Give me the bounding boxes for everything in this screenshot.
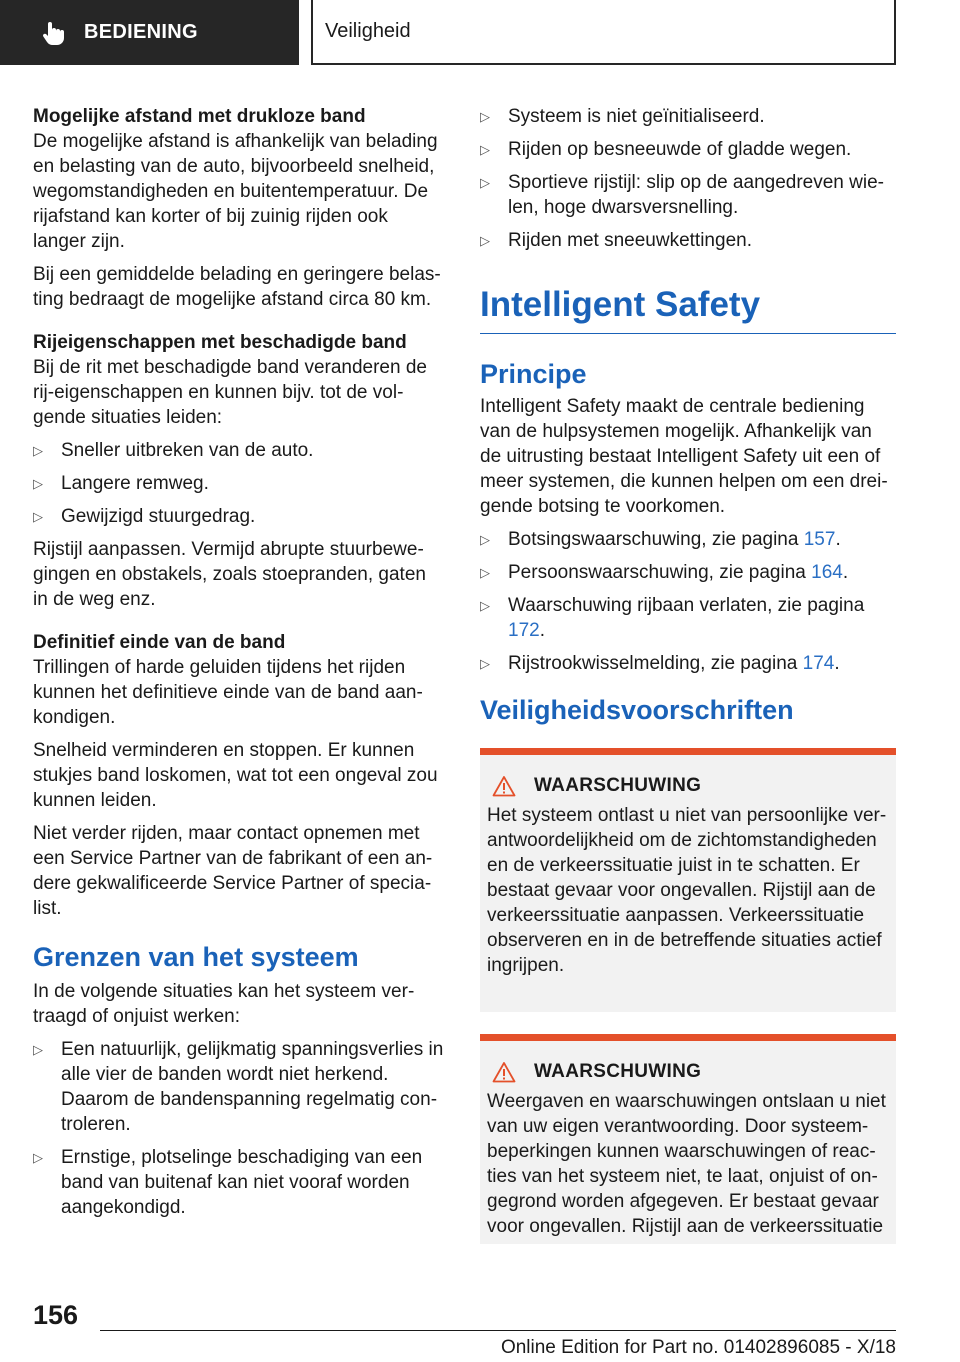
triangle-bullet-icon: ▷ xyxy=(480,565,490,580)
paragraph: Bij de rit met beschadigde band veranderen de rij-eigenschappen en kunnen bijv. tot de volgende situaties leiden: xyxy=(33,357,427,428)
triangle-bullet-icon: ▷ xyxy=(33,1150,43,1165)
list-item: ▷ Persoonswaarschuwing, zie pagina 164. xyxy=(480,562,849,583)
list-item: ▷ Sneller uitbreken van de auto. xyxy=(33,440,314,461)
warning-title: WAARSCHUWING xyxy=(487,775,888,797)
section-tab xyxy=(0,0,299,65)
heading-rijeigenschappen: Rijeigenschappen met beschadigde band xyxy=(33,332,407,353)
list-item: ▷ Ernstige, plotselinge beschadiging van een band van buitenaf kan niet vooraf worden aangekondigd. xyxy=(33,1147,423,1218)
heading-principe: Principe xyxy=(480,359,587,389)
triangle-bullet-icon: ▷ xyxy=(33,443,43,458)
warning-triangle-icon xyxy=(492,775,516,797)
triangle-bullet-icon: ▷ xyxy=(480,532,490,547)
heading-intelligent-safety: Intelligent Safety xyxy=(480,283,896,334)
triangle-bullet-icon: ▷ xyxy=(480,598,490,613)
list-item: ▷ Langere remweg. xyxy=(33,473,209,494)
warning-box xyxy=(480,1034,896,1244)
list-references xyxy=(480,527,896,676)
triangle-bullet-icon: ▷ xyxy=(480,656,490,671)
triangle-bullet-icon: ▷ xyxy=(33,476,43,491)
heading-grenzen: Grenzen van het systeem xyxy=(33,942,359,972)
heading-afstand: Mogelijke afstand met drukloze band xyxy=(33,106,366,127)
chapter-tab xyxy=(311,0,896,65)
triangle-bullet-icon: ▷ xyxy=(33,1042,43,1057)
warning-text: Weergaven en waarschuwingen ontslaan u niet van uw eigen verantwoording. Door systeembeperkingen kunnen waarschuwingen of reacties van het systeem niet, te laat, onjuist of ongegrond worden afgegeven. Er bestaat gevaar voor ongevallen. Rijstijl aan de verkeerssituatie xyxy=(487,1091,886,1237)
paragraph: Snelheid verminderen en stoppen. Er kunnen stukjes band loskomen, wat tot een ongeval zou kunnen leiden. xyxy=(33,740,438,811)
paragraph: De mogelijke afstand is afhankelijk van belading en belasting van de auto, bijvoorbeeld snelheid, wegomstandigheden en buitentemperatuur. De rijafstand kan korter of bij zuinig rijden ook langer zijn. xyxy=(33,131,438,252)
section-label: BEDIENING xyxy=(84,21,198,43)
paragraph: Rijstijl aanpassen. Vermijd abrupte stuurbewegingen en obstakels, zoals stoepranden, gaten in de weg enz. xyxy=(33,539,426,610)
warning-box xyxy=(480,748,896,1012)
paragraph: In de volgende situaties kan het systeem vertraagd of onjuist werken: xyxy=(33,981,415,1027)
page-link[interactable]: 157 xyxy=(803,529,836,550)
page-link[interactable]: 174 xyxy=(802,653,835,674)
list-grenzen-vervolg xyxy=(480,104,896,253)
triangle-bullet-icon: ▷ xyxy=(480,175,490,190)
list-item: ▷ Gewijzigd stuurgedrag. xyxy=(33,506,256,527)
footer-divider xyxy=(100,1330,896,1331)
page-link[interactable]: 172 xyxy=(508,620,540,641)
edition-note: Online Edition for Part no. 01402896085 - X/18 xyxy=(500,1337,896,1358)
chapter-label: Veiligheid xyxy=(325,20,411,42)
hand-pointer-icon xyxy=(40,20,66,46)
list-item: ▷ Een natuurlijk, gelijkmatig spanningsverlies in alle vier de banden wordt niet herkend. Daarom de bandenspanning regelmatig controleren. xyxy=(33,1039,444,1135)
triangle-bullet-icon: ▷ xyxy=(480,142,490,157)
triangle-bullet-icon: ▷ xyxy=(480,233,490,248)
list-item: ▷ Botsingswaarschuwing, zie pagina 157. xyxy=(480,529,841,550)
heading-veiligheidsvoorschriften: Veiligheidsvoorschriften xyxy=(480,695,794,725)
list-item: ▷ Rijstrookwisselmelding, zie pagina 174. xyxy=(480,653,840,674)
list-item: ▷ Sportieve rijstijl: slip op de aangedreven wielen, hoge dwarsversnelling. xyxy=(480,172,884,218)
list-item: ▷ Rijden met sneeuwkettingen. xyxy=(480,230,752,251)
triangle-bullet-icon: ▷ xyxy=(480,109,490,124)
list-rijeigenschappen xyxy=(33,438,445,529)
paragraph: Bij een gemiddelde belading en geringere belasting bedraagt de mogelijke afstand circa 80 km. xyxy=(33,264,441,310)
list-item: ▷ Systeem is niet geïnitialiseerd. xyxy=(480,106,765,127)
warning-text: Het systeem ontlast u niet van persoonlijke verantwoordelijkheid om de zichtomstandigheden en de verkeerssituatie juist in te schatten. Er bestaat gevaar voor ongevallen. Rijstijl aan de verkeerssituatie aanpassen. Verkeerssituatie observeren en in de betreffende situaties actief ingrijpen. xyxy=(487,805,887,976)
left-column xyxy=(33,104,445,1228)
page-link[interactable]: 164 xyxy=(811,562,843,583)
paragraph: Intelligent Safety maakt de centrale bediening van de hulpsystemen mogelijk. Afhankelijk van de uitrusting bestaat Intelligent Safety uit een of meer systemen, die kunnen helpen om een dreigende botsing te voorkomen. xyxy=(480,396,888,517)
list-item: ▷ Waarschuwing rijbaan verlaten, zie pagina 172. xyxy=(480,595,865,641)
page-header xyxy=(0,0,960,66)
warning-triangle-icon xyxy=(492,1061,516,1083)
list-item: ▷ Rijden op besneeuwde of gladde wegen. xyxy=(480,139,852,160)
paragraph: Niet verder rijden, maar contact opnemen met een Service Partner van de fabrikant of een andere gekwalificeerde Service Partner of specialist. xyxy=(33,823,433,919)
right-column xyxy=(480,104,896,1266)
list-grenzen xyxy=(33,1037,445,1220)
page-number: 156 xyxy=(33,1300,79,1330)
paragraph: Trillingen of harde geluiden tijdens het rijden kunnen het definitieve einde van de band aankondigen. xyxy=(33,657,423,728)
warning-title: WAARSCHUWING xyxy=(487,1061,888,1083)
heading-einde: Definitief einde van de band xyxy=(33,632,286,653)
triangle-bullet-icon: ▷ xyxy=(33,509,43,524)
